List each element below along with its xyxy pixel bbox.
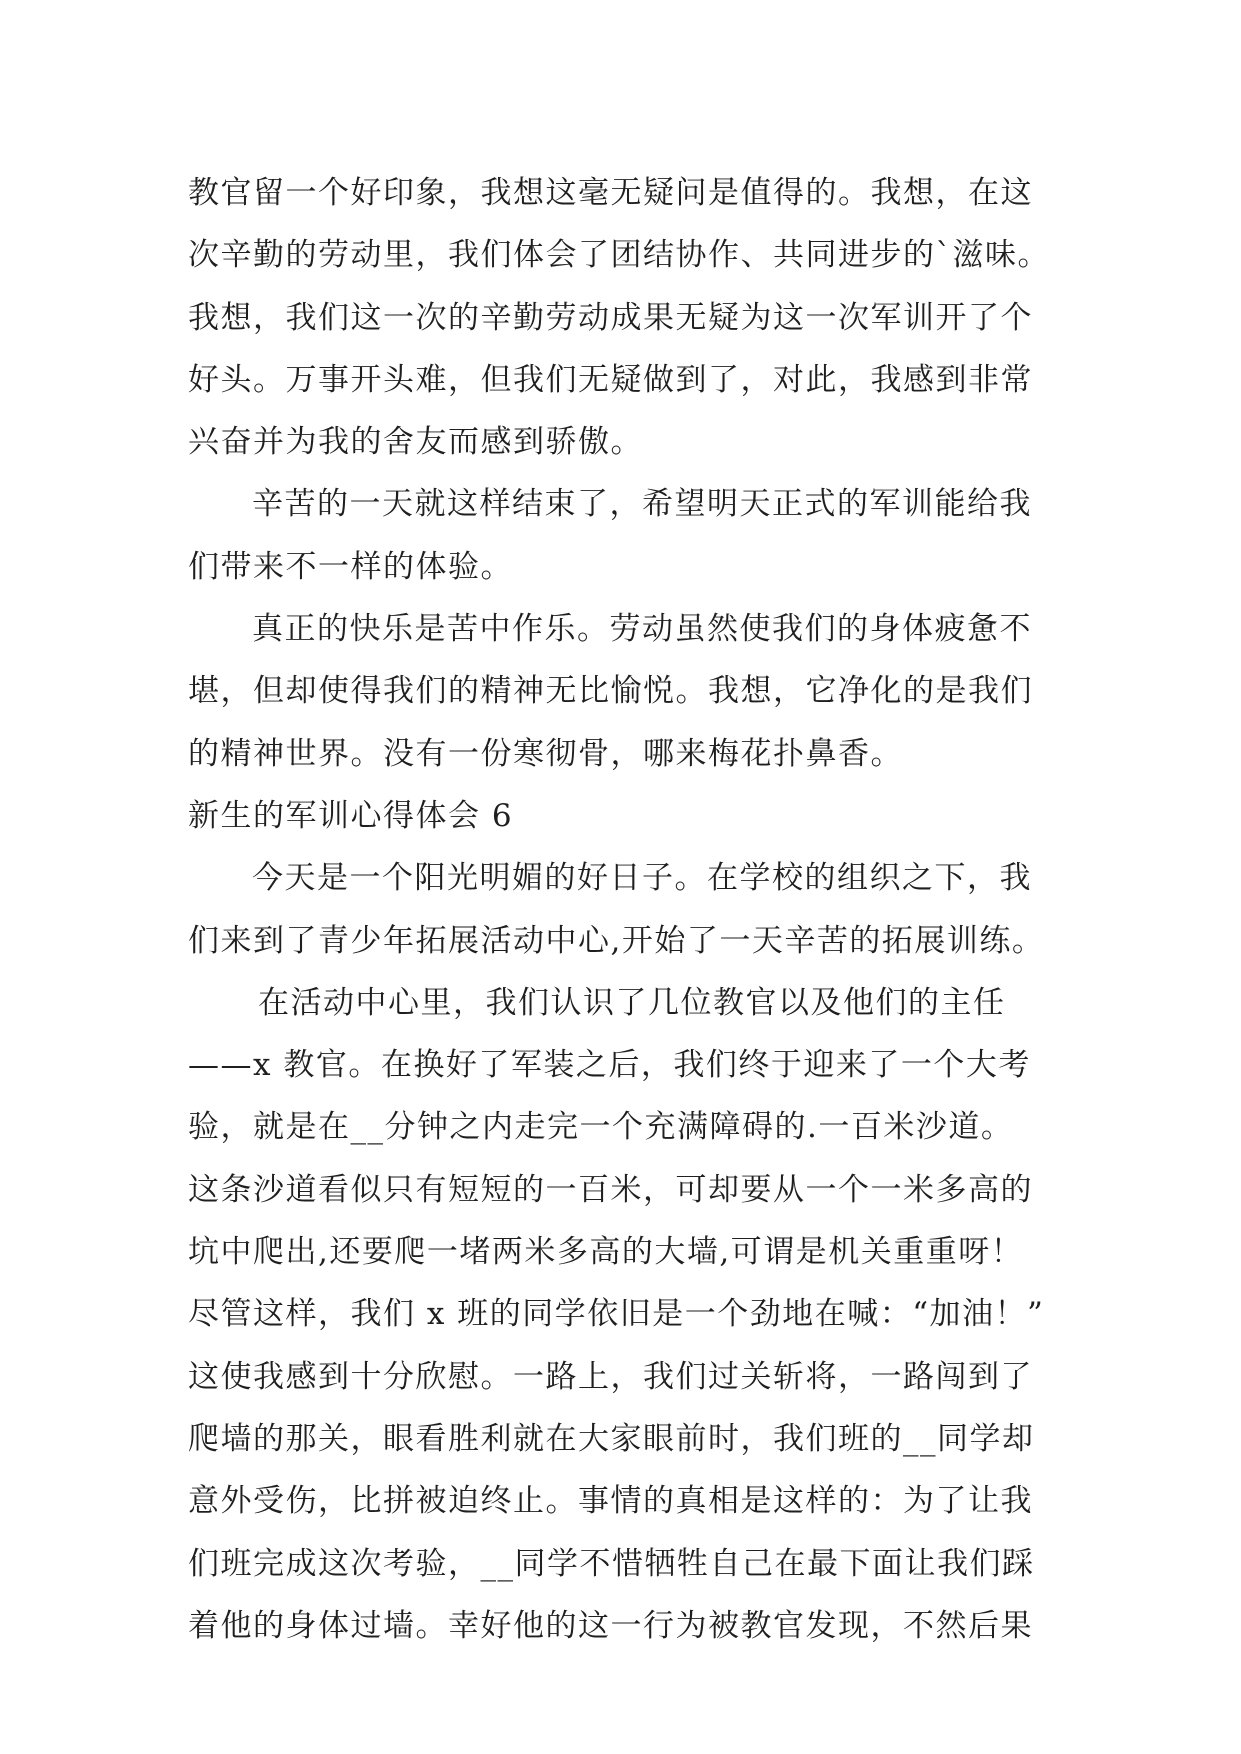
document-body [188, 162, 1068, 1657]
text-line: ——x 教官。在换好了军装之后，我们终于迎来了一个大考 [188, 1047, 1031, 1084]
text-line: 着他的身体过墙。幸好他的这一行为被教官发现，不然后果 [188, 1607, 1033, 1644]
paragraph-start-line: 真正的快乐是苦中作乐。劳动虽然使我们的身体疲惫不 [252, 611, 1032, 648]
text-line: 们带来不一样的体验。 [188, 548, 513, 585]
text-line: 们来到了青少年拓展活动中心,开始了一天辛苦的拓展训练。 [188, 922, 1045, 959]
text-line: 们班完成这次考验，__同学不惜牺牲自己在最下面让我们踩 [188, 1545, 1035, 1582]
paragraph-start-line: 在活动中心里，我们认识了几位教官以及他们的主任 [258, 984, 1006, 1021]
text-line: 坑中爬出,还要爬一堵两米多高的大墙,可谓是机关重重呀！ [188, 1234, 1024, 1271]
paragraph-start-line: 辛苦的一天就这样结束了，希望明天正式的军训能给我 [252, 486, 1032, 523]
text-line: 我想，我们这一次的辛勤劳动成果无疑为这一次军训开了个 [188, 299, 1033, 336]
text-line: 意外受伤，比拼被迫终止。事情的真相是这样的：为了让我 [188, 1483, 1033, 1520]
text-line: 验，就是在__分钟之内走完一个充满障碍的.一百米沙道。 [188, 1109, 1014, 1146]
text-line: 好头。万事开头难，但我们无疑做到了，对此，我感到非常 [188, 361, 1033, 398]
section-heading: 新生的军训心得体会 6 [188, 797, 514, 834]
paragraph-start-line: 今天是一个阳光明媚的好日子。在学校的组织之下，我 [252, 860, 1032, 897]
text-line: 爬墙的那关，眼看胜利就在大家眼前时，我们班的__同学却 [188, 1420, 1035, 1457]
text-line: 这条沙道看似只有短短的一百米，可却要从一个一米多高的 [188, 1171, 1033, 1208]
text-line: 堪，但却使得我们的精神无比愉悦。我想，它净化的是我们 [188, 673, 1033, 710]
text-line: 次辛勤的劳动里，我们体会了团结协作、共同进步的`滋味。 [188, 237, 1050, 274]
text-line: 教官留一个好印象，我想这毫无疑问是值得的。我想，在这 [188, 175, 1033, 211]
text-line: 兴奋并为我的舍友而感到骄傲。 [188, 424, 643, 461]
text-line: 这使我感到十分欣慰。一路上，我们过关斩将，一路闯到了 [188, 1358, 1033, 1395]
text-line: 尽管这样，我们 x 班的同学依旧是一个劲地在喊：“加油！” [188, 1296, 1045, 1333]
text-line: 的精神世界。没有一份寒彻骨，哪来梅花扑鼻香。 [188, 735, 903, 772]
